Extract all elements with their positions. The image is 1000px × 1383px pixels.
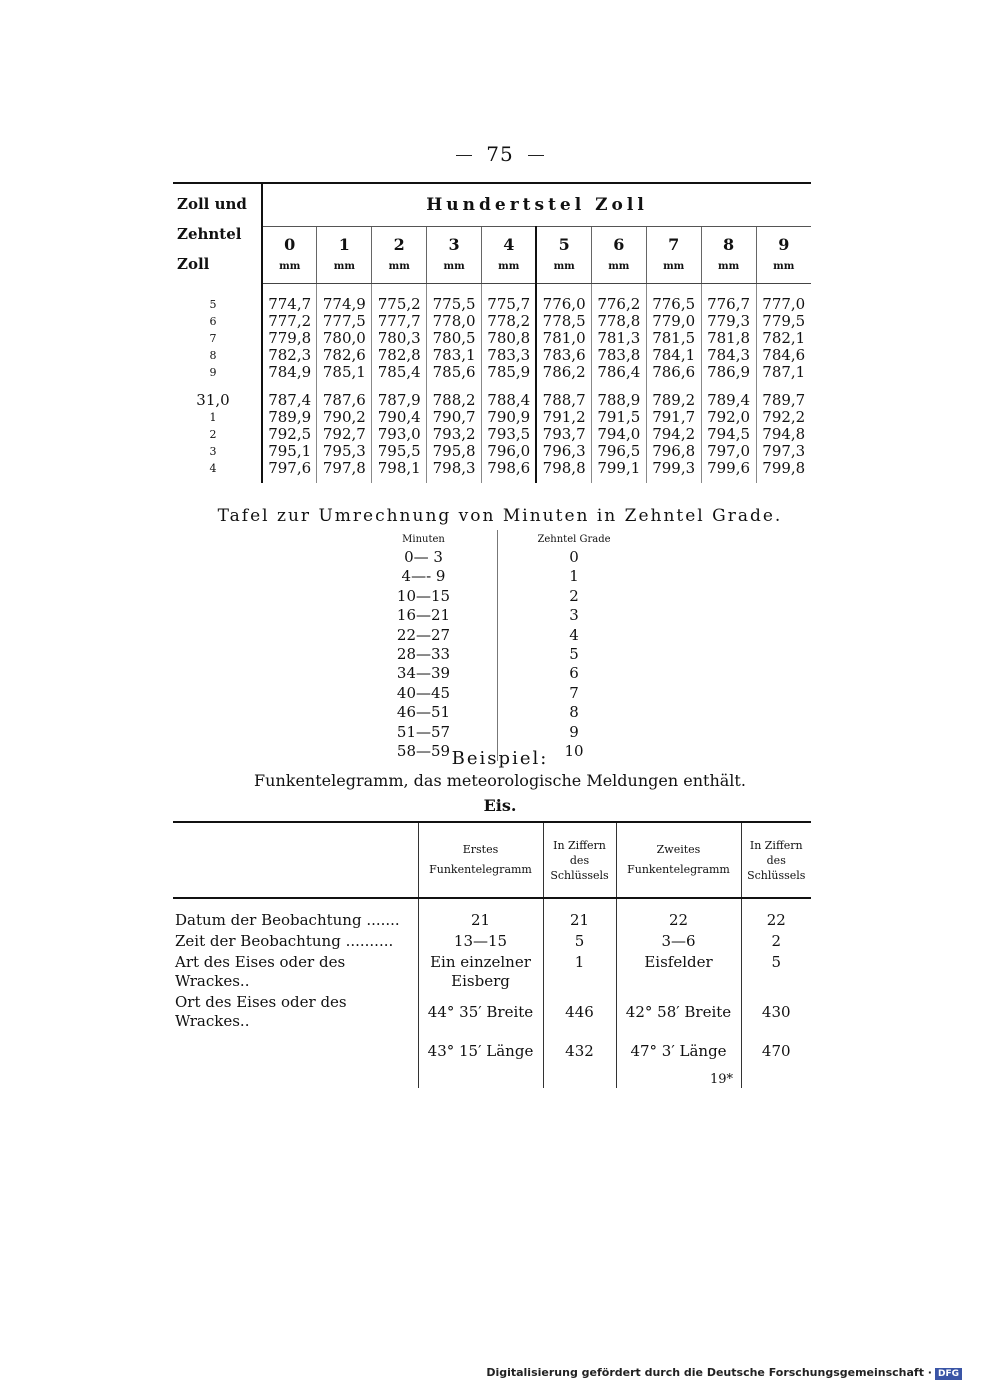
table-cell: 793,7 — [536, 426, 591, 443]
first-telegram-header — [418, 823, 543, 898]
spacer-cell — [173, 477, 262, 483]
table-cell: 789,9 — [268, 408, 312, 426]
table-cell: 432 — [543, 1032, 616, 1070]
table-cell: 42° 58′ Breite — [616, 992, 741, 1032]
minutes-range: 28—33 — [350, 645, 498, 664]
row-label: 2 — [173, 426, 262, 443]
minutes-range: 22—27 — [350, 626, 498, 645]
spacer-row — [173, 381, 811, 391]
table-cell: 791,5 — [591, 409, 646, 426]
telegram-table-grid — [173, 823, 811, 1088]
table-cell: 797,8 — [317, 460, 372, 477]
example-heading: Beispiel: — [451, 748, 549, 769]
table-cell: 796,0 — [482, 443, 537, 460]
table-cell: 779,8 — [268, 329, 312, 347]
minutes-range: 58—59 — [350, 742, 498, 761]
row-label: 6 — [173, 313, 262, 330]
table-cell: 799,3 — [646, 460, 701, 477]
conversion-body — [173, 284, 811, 484]
minutes-body — [350, 548, 650, 761]
table-cell: 799,1 — [591, 460, 646, 477]
digit-header: 9 — [756, 227, 811, 262]
table-cell: 22 — [741, 898, 811, 931]
tenths-value: 9 — [569, 722, 579, 741]
spacer-cell — [646, 381, 701, 391]
spacer-cell — [427, 381, 482, 391]
table-cell: 776,5 — [646, 296, 701, 313]
table-cell: 780,8 — [482, 330, 537, 347]
page-number-text: 75 — [486, 142, 514, 166]
key-a-header — [543, 823, 616, 898]
minutes-col-header: Minuten — [350, 530, 498, 548]
table-cell: 784,9 — [268, 363, 312, 381]
table-cell: 787,9 — [372, 391, 427, 409]
spacer-cell — [372, 477, 427, 483]
list-item — [350, 548, 650, 567]
table-cell: 794,5 — [701, 426, 756, 443]
table-cell: 798,1 — [372, 460, 427, 477]
table-row — [173, 296, 811, 313]
dfg-logo: DFG — [935, 1368, 962, 1380]
table-cell: 782,6 — [317, 347, 372, 364]
unit-label: mm — [317, 261, 372, 284]
table-cell: 774,9 — [317, 296, 372, 313]
second-telegram-header-line2: Funkentelegramm — [627, 863, 730, 876]
spacer-cell — [591, 381, 646, 391]
table-cell: 775,5 — [427, 296, 482, 313]
unit-label: mm — [646, 261, 701, 284]
row-label — [173, 1032, 418, 1070]
spacer-cell — [536, 381, 591, 391]
table-row — [173, 409, 811, 426]
spacer-cell — [173, 381, 262, 391]
telegram-table — [173, 821, 811, 1088]
table-cell: 430 — [741, 992, 811, 1032]
row-label: Zeit der Beobachtung .......... — [175, 932, 394, 950]
table-cell: 792,5 — [268, 425, 312, 443]
table-cell: 780,5 — [427, 330, 482, 347]
row-label: 1 — [173, 409, 262, 426]
list-item — [350, 645, 650, 664]
unit-label: mm — [482, 261, 537, 284]
digit-header: 4 — [482, 227, 537, 262]
minutes-range: 46—51 — [350, 703, 498, 722]
minutes-range: 40—45 — [350, 684, 498, 703]
list-item — [350, 626, 650, 645]
example-subtitle: Funkentelegramm, das meteorologische Meldungen enthält. — [254, 771, 746, 790]
table-cell: 789,2 — [646, 391, 701, 409]
key-a-header-line1: In Ziffern — [553, 838, 606, 852]
row-label: 7 — [173, 330, 262, 347]
table-cell: 797,6 — [268, 459, 312, 477]
row-label: 4 — [173, 460, 262, 477]
table-row — [173, 952, 811, 992]
first-telegram-header-line1: Erstes — [462, 843, 499, 856]
table-cell: 785,6 — [427, 364, 482, 381]
table-cell: 795,1 — [268, 442, 312, 460]
list-item — [350, 606, 650, 625]
tenths-value: 8 — [569, 703, 579, 722]
digit-header: 6 — [591, 227, 646, 262]
spacer-cell — [173, 1070, 418, 1088]
spacer-cell — [646, 477, 701, 483]
table-cell: 775,2 — [372, 296, 427, 313]
minutes-range: 0— 3 — [350, 548, 498, 567]
table-cell: 782,3 — [268, 346, 312, 364]
spacer-cell — [262, 381, 317, 391]
digit-header: 7 — [646, 227, 701, 262]
table-cell: 776,0 — [536, 296, 591, 313]
table-cell: 44° 35′ Breite — [418, 992, 543, 1032]
unit-label: mm — [427, 261, 482, 284]
minutes-range: 51—57 — [350, 723, 498, 742]
spacer-cell — [536, 477, 591, 483]
table-cell: 798,6 — [482, 460, 537, 477]
table-cell: 785,1 — [317, 364, 372, 381]
table-cell: 794,8 — [756, 426, 811, 443]
unit-row — [173, 261, 811, 284]
table-cell: 775,7 — [482, 296, 537, 313]
table-cell: 783,3 — [482, 347, 537, 364]
table-cell: 794,0 — [591, 426, 646, 443]
spacer-cell — [543, 1070, 616, 1088]
spacer-cell — [418, 1070, 543, 1088]
table-cell: 779,0 — [646, 313, 701, 330]
spacer-cell — [317, 477, 372, 483]
table-cell: 5 — [741, 952, 811, 992]
table-cell: 790,7 — [427, 409, 482, 426]
minutes-range: 4—- 9 — [350, 567, 498, 586]
spacer-cell — [701, 381, 756, 391]
table-cell: 789,4 — [701, 391, 756, 409]
section-title: Eis. — [483, 796, 517, 815]
table-cell: 799,6 — [701, 460, 756, 477]
tenths-col-header: Zehntel Grade — [537, 533, 611, 545]
row-header-line2: Zehntel Zoll — [177, 224, 242, 273]
table-cell: 784,1 — [646, 347, 701, 364]
unit-label: mm — [701, 261, 756, 284]
table-cell: 799,8 — [756, 460, 811, 477]
table-row — [173, 364, 811, 381]
row-label: 8 — [173, 347, 262, 364]
table-cell: 781,5 — [646, 330, 701, 347]
spacer-cell — [317, 381, 372, 391]
minutes-range: 34—39 — [350, 664, 498, 683]
table-row — [173, 347, 811, 364]
table-cell: 795,3 — [317, 443, 372, 460]
table-cell: 791,7 — [646, 409, 701, 426]
footer-text: Digitalisierung gefördert durch die Deutsche Forschungsgemeinschaft · — [486, 1366, 932, 1379]
spacer-cell — [372, 381, 427, 391]
table-cell: 21 — [543, 898, 616, 931]
table-cell: 774,7 — [268, 295, 312, 313]
key-b-header-line2: des — [766, 853, 786, 867]
tenths-value: 2 — [569, 586, 579, 605]
tenths-value: 0 — [569, 548, 579, 566]
table-cell: 793,5 — [482, 426, 537, 443]
table-cell: 794,2 — [646, 426, 701, 443]
table-cell: 785,9 — [482, 364, 537, 381]
row-label: 5 — [173, 296, 262, 313]
table-cell: 2 — [741, 931, 811, 952]
spacer-cell — [482, 381, 537, 391]
table-cell: 470 — [741, 1032, 811, 1070]
tenths-value: 6 — [569, 664, 579, 683]
tenths-value: 1 — [569, 567, 579, 586]
unit-label: mm — [756, 261, 811, 284]
table-row — [173, 992, 811, 1032]
table-cell: 780,3 — [372, 330, 427, 347]
table-cell: 798,8 — [536, 460, 591, 477]
minutes-range: 16—21 — [350, 606, 498, 625]
table-cell: 778,8 — [591, 313, 646, 330]
table-cell: 783,6 — [536, 347, 591, 364]
table-cell: 446 — [543, 992, 616, 1032]
row-label: Datum der Beobachtung ....... — [175, 911, 400, 929]
page-number-dash — [456, 155, 472, 156]
table-cell: 21 — [418, 898, 543, 931]
key-a-header-line2: des — [569, 853, 590, 867]
digit-header: 0 — [284, 234, 296, 254]
digit-row — [173, 227, 811, 262]
table-cell: 790,2 — [317, 409, 372, 426]
minutes-table — [350, 530, 650, 761]
table-cell: 778,0 — [427, 313, 482, 330]
table-cell: 43° 15′ Länge — [418, 1032, 543, 1070]
list-item — [350, 684, 650, 703]
conversion-table-grid — [173, 184, 811, 483]
table-cell: 796,8 — [646, 443, 701, 460]
table-cell: 795,8 — [427, 443, 482, 460]
tenths-value: 5 — [569, 645, 579, 664]
table-cell: 786,4 — [591, 364, 646, 381]
table-cell: 782,8 — [372, 347, 427, 364]
table-cell: 777,5 — [317, 313, 372, 330]
table-cell: 13—15 — [418, 931, 543, 952]
table-cell: 786,9 — [701, 364, 756, 381]
table-cell: 795,5 — [372, 443, 427, 460]
label-col-header — [173, 823, 418, 898]
unit-label: mm — [536, 261, 591, 284]
row-label: 3 — [173, 443, 262, 460]
digit-header: 1 — [317, 227, 372, 262]
list-item — [350, 703, 650, 722]
table-row — [173, 1032, 811, 1070]
table-cell: 791,2 — [536, 409, 591, 426]
key-b-header-line3: Schlüssels — [747, 868, 806, 882]
table-cell: 783,1 — [427, 347, 482, 364]
table-cell: Ein einzelner Eisberg — [418, 952, 543, 992]
row-label: Art des Eises oder des Wrackes.. — [175, 953, 346, 990]
page-number — [0, 142, 1000, 166]
table-cell: 784,3 — [701, 347, 756, 364]
table-row — [173, 426, 811, 443]
minutes-table-grid — [350, 530, 650, 761]
table-cell: 787,1 — [756, 364, 811, 381]
table-cell: 798,3 — [427, 460, 482, 477]
tenths-value: 10 — [564, 742, 584, 761]
table-cell: 792,2 — [756, 409, 811, 426]
spacer-cell — [173, 284, 262, 297]
page-number-dash — [528, 155, 544, 156]
table-cell: 3—6 — [616, 931, 741, 952]
table-cell: 776,7 — [701, 296, 756, 313]
row-label: 9 — [173, 364, 262, 381]
table-row — [173, 898, 811, 931]
spacer-cell — [756, 381, 811, 391]
tenths-value: 4 — [569, 625, 579, 644]
row-label: Ort des Eises oder des Wrackes.. — [175, 993, 347, 1030]
key-b-header — [741, 823, 811, 898]
table-cell: 781,0 — [536, 330, 591, 347]
spacer-cell — [262, 477, 317, 483]
table-cell: 796,3 — [536, 443, 591, 460]
table-cell: 797,0 — [701, 443, 756, 460]
unit-label: mm — [591, 261, 646, 284]
table-cell: 776,2 — [591, 296, 646, 313]
second-telegram-header — [616, 823, 741, 898]
spacer-cell — [482, 477, 537, 483]
table-row — [173, 443, 811, 460]
table-cell: 790,4 — [372, 409, 427, 426]
table-cell: 788,9 — [591, 391, 646, 409]
conversion-table — [173, 182, 811, 483]
unit-label: mm — [262, 261, 317, 284]
table-cell: 793,2 — [427, 426, 482, 443]
table-cell: 782,1 — [756, 330, 811, 347]
table-cell: 788,4 — [482, 391, 537, 409]
table-cell: 786,6 — [646, 364, 701, 381]
table-cell: 781,3 — [591, 330, 646, 347]
tenths-value: 3 — [569, 606, 579, 625]
table-cell: 777,2 — [268, 312, 312, 330]
table-cell: 792,0 — [701, 409, 756, 426]
digit-header: 3 — [427, 227, 482, 262]
table-row — [173, 391, 811, 409]
table-cell: 781,8 — [701, 330, 756, 347]
table-cell: 778,5 — [536, 313, 591, 330]
key-a-header-line3: Schlüssels — [550, 868, 609, 882]
table-cell: 789,7 — [756, 391, 811, 409]
list-item — [350, 664, 650, 683]
table-cell: 784,6 — [756, 347, 811, 364]
table-cell: 22 — [616, 898, 741, 931]
table-cell: 786,2 — [536, 364, 591, 381]
spacer-cell — [741, 1070, 811, 1088]
tenths-value: 7 — [569, 683, 579, 702]
column-title: Hundertstel Zoll — [262, 184, 811, 227]
key-b-header-line1: In Ziffern — [749, 838, 803, 852]
list-item — [350, 587, 650, 606]
table-row — [173, 460, 811, 477]
digit-header: 5 — [536, 227, 591, 262]
table-row — [173, 330, 811, 347]
table-cell: 777,7 — [372, 313, 427, 330]
table-cell: 797,3 — [756, 443, 811, 460]
table-cell: 787,6 — [317, 391, 372, 409]
signature-mark: 19* — [710, 1072, 734, 1087]
spacer-cell — [756, 477, 811, 483]
table-cell: 790,9 — [482, 409, 537, 426]
table-cell: 792,7 — [317, 426, 372, 443]
table-cell: 1 — [543, 952, 616, 992]
spacer-cell — [701, 477, 756, 483]
table-cell: 5 — [543, 931, 616, 952]
table-cell: 779,5 — [756, 313, 811, 330]
spacer-cell — [591, 477, 646, 483]
digit-header: 2 — [372, 227, 427, 262]
unit-label: mm — [372, 261, 427, 284]
table-row — [173, 313, 811, 330]
table-cell: 793,0 — [372, 426, 427, 443]
table-cell: 777,0 — [756, 296, 811, 313]
spacer-row — [173, 477, 811, 483]
minutes-range: 10—15 — [350, 587, 498, 606]
table-cell: 788,2 — [427, 391, 482, 409]
first-telegram-header-line2: Funkentelegramm — [429, 863, 532, 876]
table-cell: 778,2 — [482, 313, 537, 330]
table-cell: 785,4 — [372, 364, 427, 381]
second-telegram-header-line1: Zweites — [656, 843, 701, 856]
row-label: 31,0 — [173, 391, 262, 409]
table-cell: 780,0 — [317, 330, 372, 347]
row-header — [173, 184, 262, 284]
tafel-title: Tafel zur Umrechnung von Minuten in Zehntel Grade. — [217, 506, 783, 526]
spacer-cell — [427, 477, 482, 483]
row-header-line1: Zoll und — [177, 194, 247, 213]
footer-credit — [486, 1366, 962, 1380]
digit-header: 8 — [701, 227, 756, 262]
table-cell: 788,7 — [536, 391, 591, 409]
list-item — [350, 723, 650, 742]
table-row — [173, 931, 811, 952]
table-cell: 779,3 — [701, 313, 756, 330]
table-cell: 783,8 — [591, 347, 646, 364]
list-item — [350, 567, 650, 586]
table-cell: 47° 3′ Länge — [616, 1032, 741, 1070]
table-cell: 796,5 — [591, 443, 646, 460]
table-cell: Eisfelder — [616, 952, 741, 992]
telegram-body — [173, 898, 811, 1088]
table-cell: 787,4 — [268, 390, 312, 409]
